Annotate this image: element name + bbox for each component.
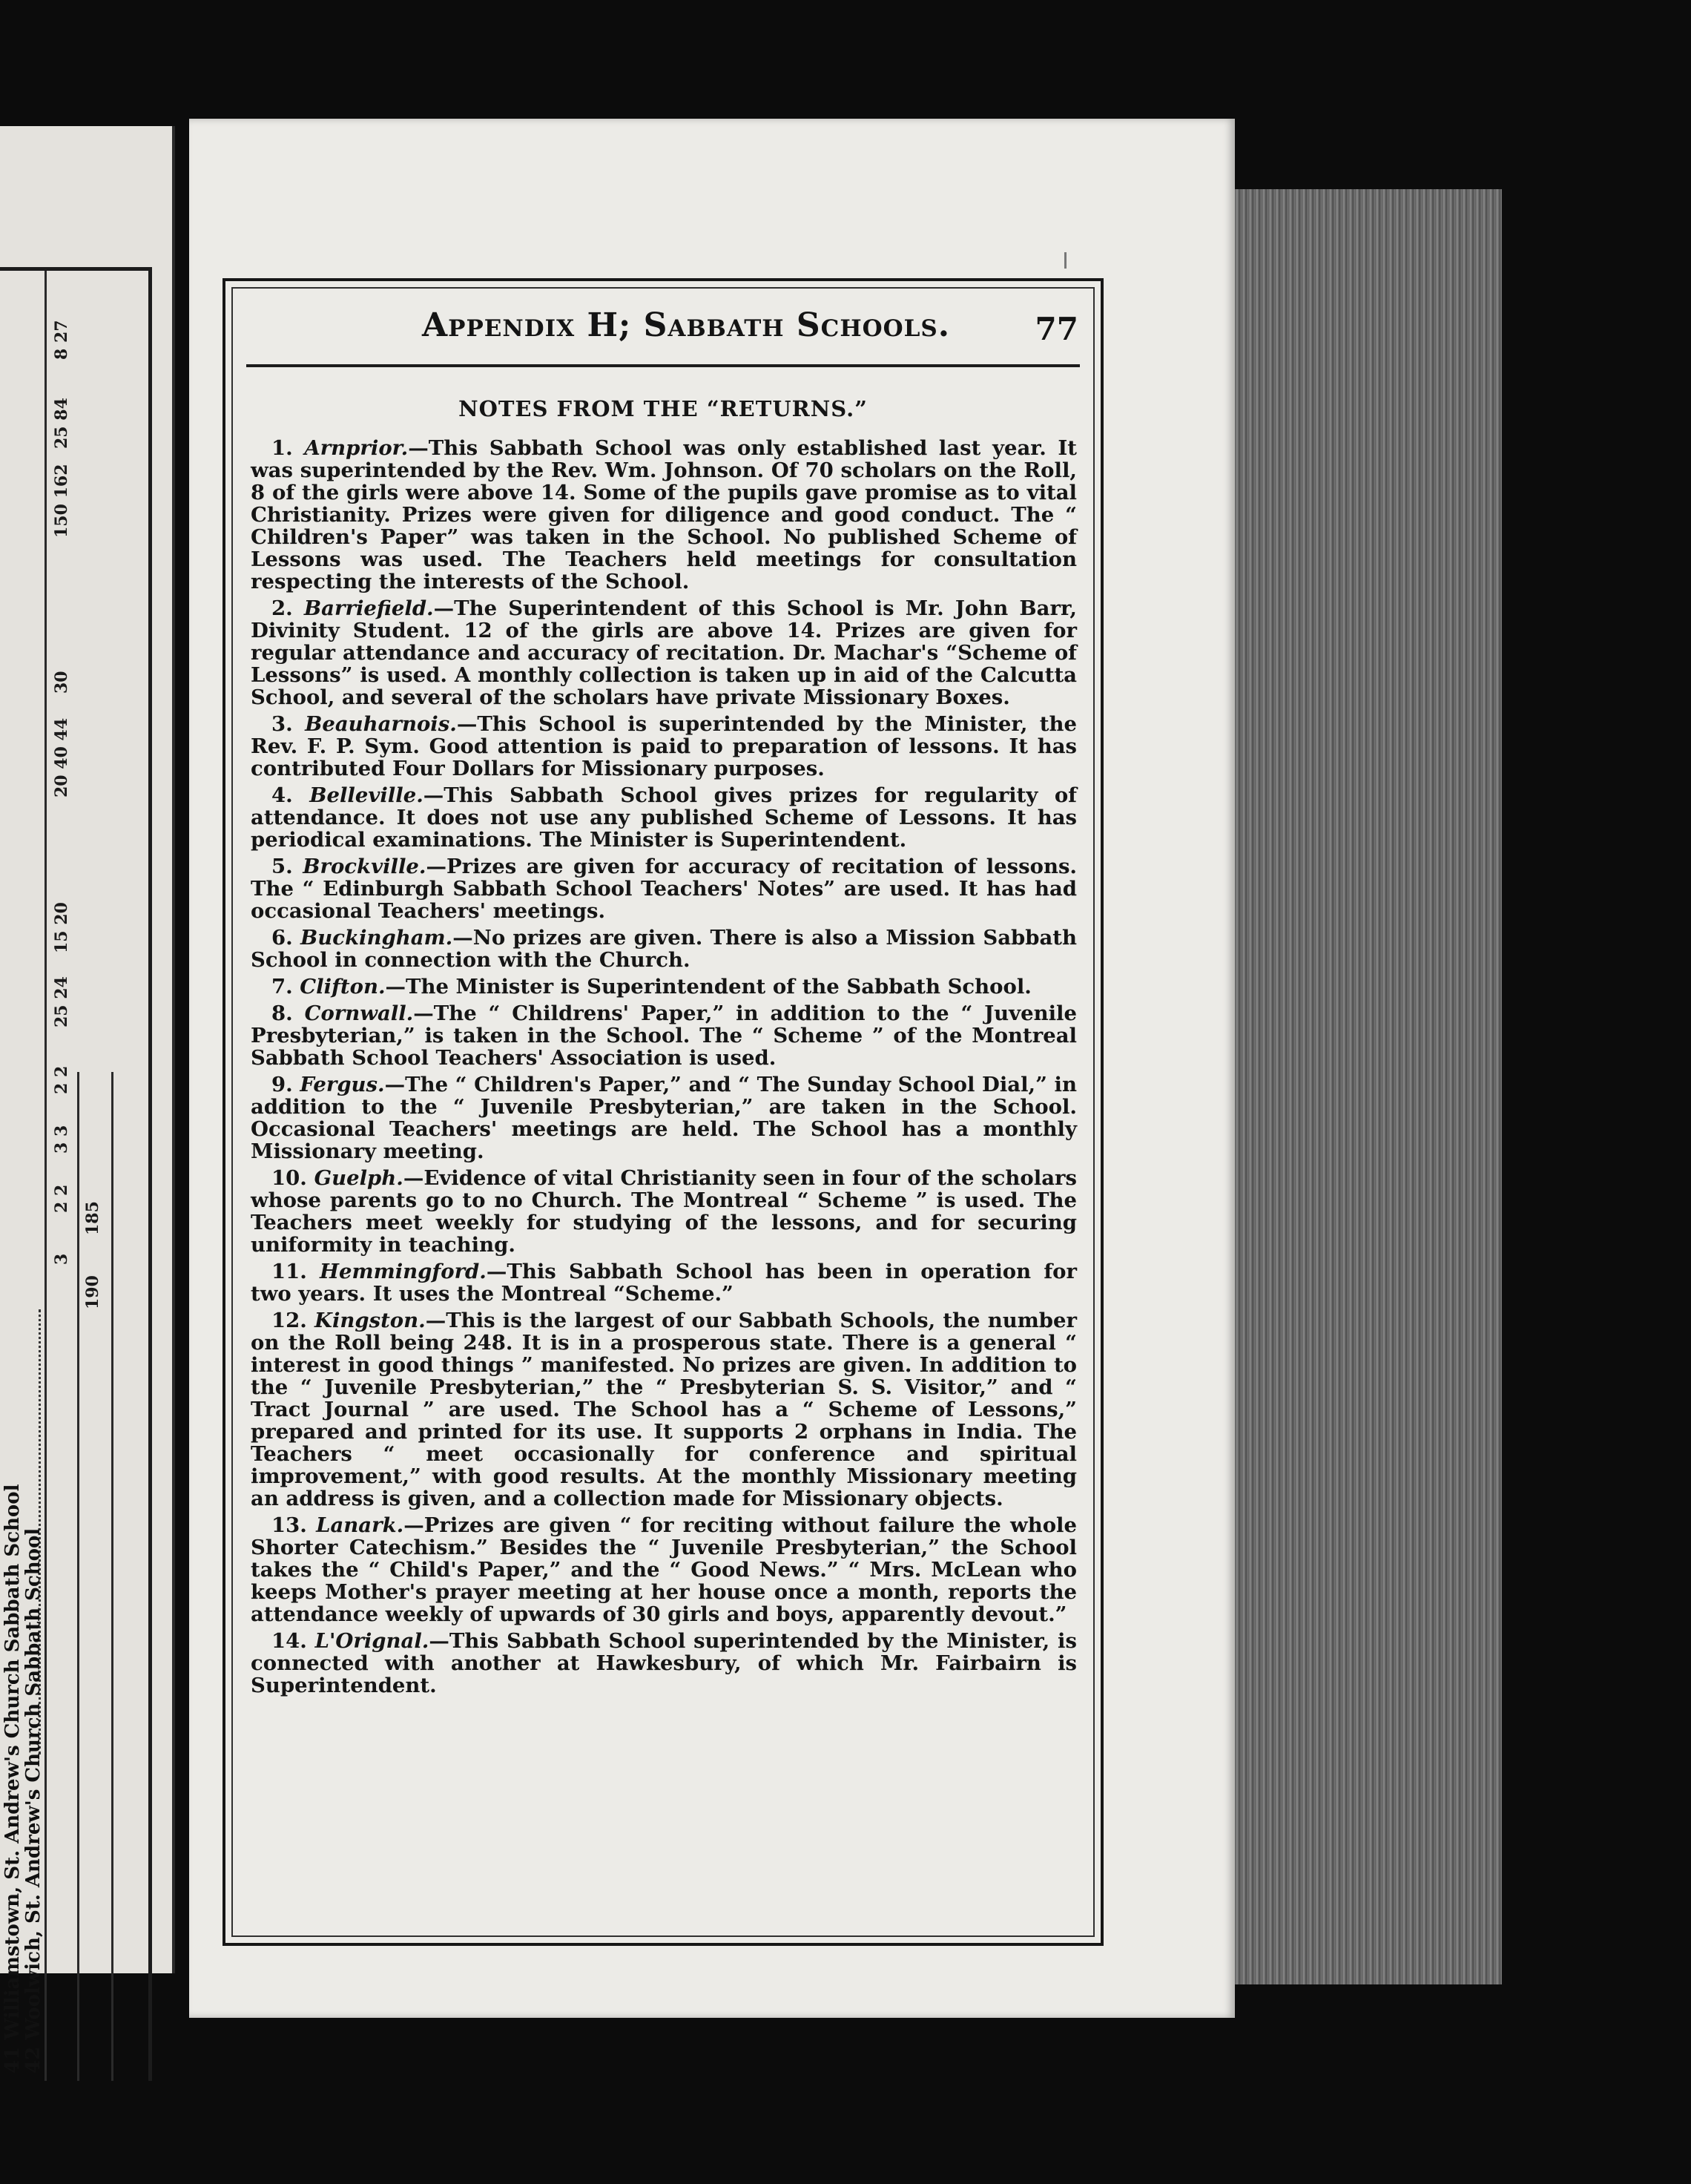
note-paragraph: [251, 927, 1077, 971]
note-place: Buckingham.: [300, 926, 453, 950]
note-place: Barriefield.: [303, 596, 434, 620]
note-text: —The Minister is Superintendent of the Sabbath School.: [385, 975, 1032, 999]
table-row-label: 42 Woolwich, St. Andrew's Church Sabbath School: [22, 1527, 44, 2073]
note-paragraph: [251, 597, 1077, 708]
note-place: Hemmingford.: [320, 1260, 487, 1283]
note-paragraph: [251, 784, 1077, 851]
table-column-rule: [111, 1072, 113, 2081]
note-place: Belleville.: [309, 783, 423, 807]
note-paragraph: [251, 1073, 1077, 1162]
note-place: Fergus.: [300, 1073, 385, 1096]
table-figure: 3: [52, 1253, 71, 1265]
note-paragraph: [251, 437, 1077, 593]
note-number: 11.: [271, 1260, 307, 1283]
note-place: L'Orignal.: [314, 1629, 429, 1653]
note-place: Clifton.: [300, 975, 386, 999]
note-number: 5.: [271, 855, 293, 878]
note-text: —This Sabbath School has been in operation for two years. It uses the Montreal “Scheme.”: [251, 1260, 1077, 1306]
section-heading: NOTES FROM THE “RETURNS.”: [458, 396, 868, 421]
note-number: 12.: [271, 1309, 307, 1332]
note-text: —This is the largest of our Sabbath Schools, the number on the Roll being 248. It is in a prosperous state. There is a general “ interest in good things ” manifested. No prizes are given. In addition to the “ Juvenile Presbyterian,” the “ Presbyterian S. S. Visitor,” and “ Tract Journal ” are used. The School has a “ Scheme of Lessons,” prepared and printed for its use. It supports 2 orphans in India. The Teachers “ meet occasionally for conference and spiritual improvement,” with good results. At the monthly Missionary meeting an address is given, and a collection made for Missionary objects.: [251, 1309, 1078, 1510]
table-figure: 8 27: [52, 320, 71, 360]
table-column-rule: [44, 271, 47, 2081]
note-text: —This Sabbath School was only established last year. It was superintended by the Rev. Wm. Johnson. Of 70 scholars on the Roll, 8 of the girls were above 14. Some of the pupils gave promise as to vital Christianity. Prizes were given for diligence and good conduct. The “ Children's Paper” was taken in the School. No published Scheme of Lessons was used. The Teachers held meetings for consultation respecting the interests of the School.: [251, 436, 1077, 593]
note-paragraph: [251, 1630, 1077, 1697]
note-paragraph: [251, 1167, 1077, 1256]
table-figure: 25 24: [52, 976, 71, 1027]
table-figure: 3 3: [52, 1125, 71, 1154]
note-number: 7.: [271, 975, 293, 999]
note-text: —The “ Childrens' Paper,” in addition to the “ Juvenile Presbyterian,” is taken in the School. The “ Scheme ” of the Montreal Sabbath School Teachers' Association is used.: [251, 1001, 1077, 1070]
table-figure: 30: [52, 671, 71, 694]
table-figure: 15 20: [52, 902, 71, 953]
note-text: —This Sabbath School superintended by the Minister, is connected with another at Hawkesbury, of which Mr. Fairbairn is Superintendent.: [251, 1629, 1077, 1697]
page-number: 77: [1035, 311, 1078, 347]
note-place: Kingston.: [314, 1309, 426, 1332]
note-number: 4.: [271, 783, 293, 807]
header-rule: [246, 364, 1080, 367]
left-page-table: [0, 267, 152, 2081]
note-number: 6.: [271, 926, 293, 950]
note-paragraph: [251, 1260, 1077, 1305]
table-figure: 2 2: [52, 1065, 71, 1094]
note-text: —Prizes are given for accuracy of recitation of lessons. The “ Edinburgh Sabbath School Teachers' Notes” are used. It has had occasional Teachers' meetings.: [251, 855, 1077, 923]
table-figure: 20 40 44: [52, 717, 71, 797]
notes-body: [251, 437, 1077, 1701]
note-paragraph: [251, 855, 1077, 922]
note-text: —Evidence of vital Christianity seen in four of the scholars whose parents go to no Church. The Montreal “ Scheme ” is used. The Teachers meet weekly for studying of the lessons, and for securing uniformity in teaching.: [251, 1166, 1077, 1257]
page-frame: [222, 278, 1104, 1946]
note-number: 1.: [271, 436, 293, 460]
note-place: Arnprior.: [304, 436, 409, 460]
note-place: Guelph.: [314, 1166, 403, 1190]
note-text: —The “ Children's Paper,” and “ The Sunday School Dial,” in addition to the “ Juvenile Presbyterian,” are taken in the School. Occasional Teachers' meetings are held. The School has a monthly Missionary meeting.: [251, 1073, 1077, 1163]
table-figure: 150 162: [52, 464, 71, 538]
page-mark: [1064, 252, 1067, 269]
note-text: —No prizes are given. There is also a Mission Sabbath School in connection with the Church.: [251, 926, 1077, 972]
note-text: —This School is superintended by the Minister, the Rev. F. P. Sym. Good attention is paid to preparation of lessons. It has contributed Four Dollars for Missionary purposes.: [251, 712, 1077, 780]
note-number: 2.: [271, 596, 293, 620]
note-number: 10.: [271, 1166, 307, 1190]
note-number: 8.: [271, 1001, 293, 1025]
note-number: 13.: [271, 1513, 307, 1537]
table-column-rule: [77, 1072, 79, 2081]
note-number: 14.: [271, 1629, 307, 1653]
note-paragraph: [251, 976, 1077, 998]
note-text: —This Sabbath School gives prizes for regularity of attendance. It does not use any published Scheme of Lessons. It has periodical examinations. The Minister is Superintendent.: [251, 783, 1077, 852]
note-paragraph: [251, 713, 1077, 780]
note-text: —The Superintendent of this School is Mr. John Barr, Divinity Student. 12 of the girls are above 14. Prizes are given for regular attendance and accuracy of recitation. Dr. Machar's “Scheme of Lessons” is used. A monthly collection is taken up in aid of the Calcutta School, and several of the scholars have private Missionary Boxes.: [251, 596, 1078, 709]
table-figure: 185: [83, 1201, 102, 1235]
left-facing-page: [0, 126, 175, 2073]
note-paragraph: [251, 1002, 1077, 1069]
note-place: Cornwall.: [304, 1001, 414, 1025]
running-header: [248, 303, 1078, 355]
table-figure: 2 2: [52, 1184, 71, 1213]
note-place: Beauharnois.: [305, 712, 457, 736]
table-figure: 25 84: [52, 398, 71, 449]
note-paragraph: [251, 1514, 1077, 1625]
note-number: 9.: [271, 1073, 293, 1096]
note-number: 3.: [271, 712, 293, 736]
note-place: Lanark.: [316, 1513, 404, 1537]
table-row-label: 41 Williamstown, St. Andrew's Church Sabbath School: [1, 1484, 24, 2073]
note-place: Brockville.: [303, 855, 426, 878]
note-paragraph: [251, 1309, 1077, 1510]
page-title: Appendix H; Sabbath Schools.: [422, 306, 951, 344]
book-page-edges: [1235, 189, 1502, 1984]
note-text: —Prizes are given “ for reciting without failure the whole Shorter Catechism.” Besides the “ Juvenile Presbyterian,” the School takes the “ Child's Paper,” and the “ Good News.” “ Mrs. McLean who keeps Mother's prayer meeting at her house once a month, reports the attendance weekly of upwards of 30 girls and boys, apparently devout.”: [251, 1513, 1078, 1626]
table-figure: 190: [83, 1275, 102, 1309]
